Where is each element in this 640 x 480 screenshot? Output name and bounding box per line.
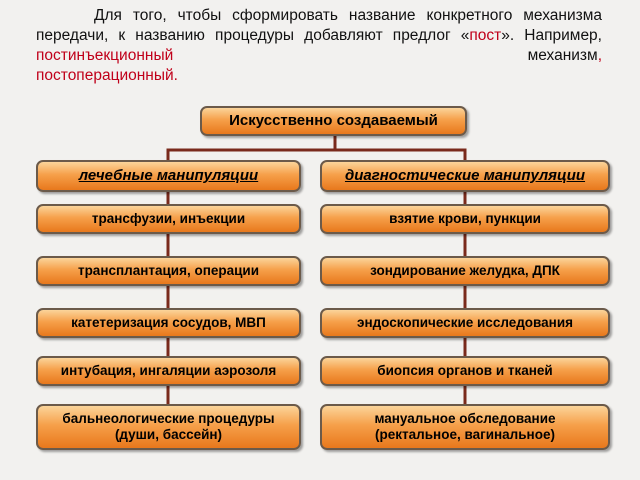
right-header	[320, 160, 610, 192]
right-item	[320, 256, 610, 286]
connector-root-right	[335, 134, 465, 162]
right-header-label: диагностические манипуляции	[344, 167, 586, 184]
right-item-label: взятие крови, пункции	[389, 211, 541, 226]
left-item	[36, 204, 301, 234]
intro-example1: постинъекционный	[36, 47, 174, 64]
left-header-label: лечебные манипуляции	[78, 167, 259, 184]
root-label: Искусственно создаваемый	[229, 112, 438, 129]
left-item-label: интубация, ингаляции аэрозоля	[60, 363, 277, 378]
intro-part3: механизм	[527, 47, 598, 64]
right-last-line2: (ректальное, вагинальное)	[375, 427, 555, 442]
right-item-label: эндоскопические исследования	[356, 315, 574, 330]
left-item-label: катетеризация сосудов, МВП	[71, 315, 266, 330]
intro-part1: Для того, чтобы сформировать название конкретного механизма передачи, к названию процедуры добавляют предлог «	[36, 7, 602, 44]
left-item-last	[36, 404, 301, 450]
intro-part4: ,	[597, 47, 602, 64]
intro-example2: постоперационный.	[36, 67, 178, 84]
right-item	[320, 204, 610, 234]
left-item-label: трансфузии, инъекции	[91, 211, 246, 226]
right-item	[320, 308, 610, 338]
root-node	[200, 106, 467, 136]
left-last-line2: (души, бассейн)	[114, 427, 223, 442]
right-last-line1: мануальное обследование	[374, 411, 556, 426]
intro-prefix: пост	[469, 27, 502, 44]
right-item-last	[320, 404, 610, 450]
intro-part2: ». Например,	[501, 27, 602, 44]
right-item	[320, 356, 610, 386]
right-item-label: биопсия органов и тканей	[377, 363, 553, 378]
left-last-line1: бальнеологические процедуры	[62, 411, 275, 426]
left-item	[36, 256, 301, 286]
right-item-label: зондирование желудка, ДПК	[370, 263, 560, 278]
left-item	[36, 308, 301, 338]
left-header	[36, 160, 301, 192]
connector-root-left	[168, 134, 335, 162]
left-item-label: трансплантация, операции	[77, 263, 260, 278]
left-item	[36, 356, 301, 386]
